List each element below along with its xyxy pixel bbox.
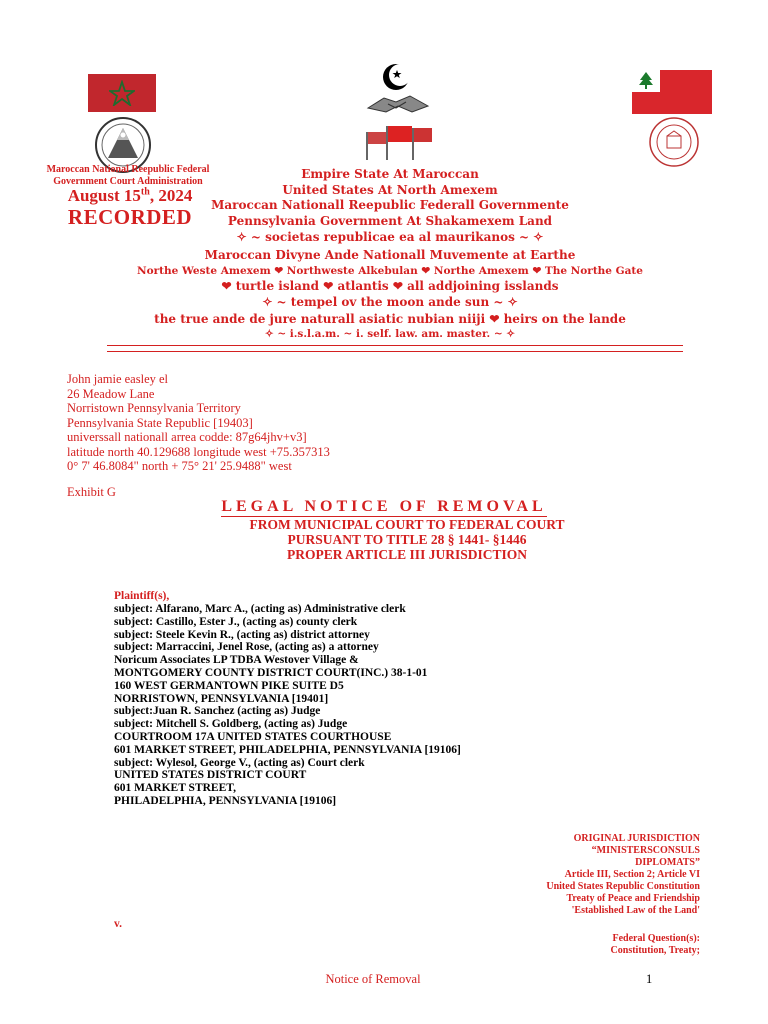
federal-question-line: Constitution, Treaty; — [610, 945, 700, 956]
address-line: 0° 7' 46.8084" north + 75° 21' 25.9488" west — [67, 459, 292, 473]
plaintiff-line: 601 MARKET STREET, — [114, 782, 236, 795]
plaintiff-line: UNITED STATES DISTRICT COURT — [114, 769, 307, 782]
address-line: Pennsylvania State Republic [19403] — [67, 415, 253, 430]
header-line: Northe Weste Amexem ❤ Northweste Alkebulan ❤ Northe Amexem ❤ The Northe Gate — [137, 265, 643, 277]
header-line: Maroccan Divyne Ande Nationall Muvemente at Earthe — [204, 248, 576, 262]
page-number: 1 — [646, 972, 653, 986]
plaintiff-line: 160 WEST GERMANTOWN PIKE SUITE D5 — [114, 679, 344, 692]
address-line: latitude north 40.129688 longitude west +75.357313 — [67, 444, 330, 459]
header-line: ✧ ~ i.s.l.a.m. ~ i. self. law. am. master. ~ ✧ — [264, 328, 516, 340]
document-subtitle: PURSUANT TO TITLE 28 § 1441- §1446 — [287, 532, 527, 547]
exhibit-label: Exhibit G — [67, 485, 116, 499]
plaintiff-line: Noricum Associates LP TDBA Westover Village & — [114, 654, 359, 667]
recorded-stamp: RECORDED — [67, 205, 193, 229]
jurisdiction-line: “MINISTERSCONSULS — [591, 845, 700, 856]
federal-question-block — [611, 933, 700, 957]
plaintiff-line: NORRISTOWN, PENNSYLVANIA [19401] — [114, 692, 329, 705]
court-admin-label: Maroccan National Reepublic Federal Government Court Administration — [46, 164, 210, 187]
divider-rule — [107, 351, 683, 352]
footer-label: Notice of Removal — [325, 972, 421, 986]
document-subtitle: PROPER ARTICLE III JURISDICTION — [287, 547, 527, 562]
header-line: Maroccan Nationall Reepublic Federall Governmente — [211, 198, 569, 212]
plaintiff-line: subject:Juan R. Sanchez (acting as) Judge — [114, 705, 321, 718]
court-seal-icon — [648, 116, 700, 168]
jurisdiction-block — [546, 833, 700, 917]
jurisdiction-line: 'Established Law of the Land' — [571, 905, 700, 916]
header-line: the true ande de jure naturall asiatic nubian niiji ❤ heirs on the lande — [154, 312, 626, 326]
header-line: ✧ ~ tempel ov the moon ande sun ~ ✧ — [262, 295, 518, 309]
header-line: United States At North Amexem — [282, 183, 498, 197]
federal-question-line: Federal Question(s): — [612, 933, 700, 944]
address-block — [67, 372, 330, 474]
plaintiff-line: COURTROOM 17A UNITED STATES COURTHOUSE — [114, 730, 392, 743]
plaintiff-line: subject: Steele Kevin R., (acting as) district attorney — [114, 628, 370, 641]
plaintiff-line: subject: Marraccini, Jenel Rose, (acting as) a attorney — [114, 641, 379, 654]
header-line: Pennsylvania Government At Shakamexem Land — [227, 214, 553, 228]
jurisdiction-line: Treaty of Peace and Friendship — [566, 893, 700, 904]
plaintiffs-heading: Plaintiff(s), — [114, 590, 170, 602]
jurisdiction-line: United States Republic Constitution — [546, 881, 700, 892]
plaintiff-line: subject: Mitchell S. Goldberg, (acting as) Judge — [114, 718, 348, 731]
plaintiff-line: PHILADELPHIA, PENNSYLVANIA [19106] — [114, 794, 337, 807]
divider-rule — [107, 345, 683, 346]
moroccan-flag-image — [88, 74, 156, 112]
flags-on-poles-icon — [366, 120, 434, 165]
header-line: ❤ turtle island ❤ atlantis ❤ all addjoining isslands — [221, 279, 559, 293]
plaintiffs-list — [114, 603, 461, 808]
plaintiff-line: subject: Alfarano, Marc A., (acting as) Administrative clerk — [114, 603, 406, 615]
document-subtitle: FROM MUNICIPAL COURT TO FEDERAL COURT — [249, 517, 565, 532]
jurisdiction-line: DIPLOMATS” — [635, 857, 700, 868]
address-line: universsall nationall arrea codde: 87g64jhv+v3] — [67, 430, 307, 444]
jurisdiction-line: Article III, Section 2; Article VI — [564, 869, 700, 880]
document-title: LEGAL NOTICE OF REMOVAL — [221, 498, 547, 515]
address-line: Norristown Pennsylvania Territory — [67, 401, 241, 415]
plaintiff-line: subject: Wylesol, George V., (acting as) Court clerk — [114, 756, 365, 769]
recorded-date: August 15th, 2024 — [67, 186, 193, 205]
header-line: Empire State At Maroccan — [301, 167, 479, 181]
plaintiff-line: 601 MARKET STREET, PHILADELPHIA, PENNSYLVANIA [19106] — [114, 743, 461, 756]
header-line: ✧ ~ societas republicae ea al maurikanos ~ ✧ — [236, 230, 544, 244]
pine-tree-flag-image — [632, 70, 712, 114]
address-line: 26 Meadow Lane — [67, 386, 155, 401]
versus-label: v. — [114, 918, 122, 930]
handshake-icon — [366, 92, 430, 119]
address-line: John jamie easley el — [67, 372, 169, 386]
plaintiff-line: MONTGOMERY COUNTY DISTRICT COURT(INC.) 38-1-01 — [114, 666, 428, 679]
plaintiff-line: subject: Castillo, Ester J., (acting as) county clerk — [114, 615, 358, 628]
jurisdiction-line: ORIGINAL JURISDICTION — [573, 833, 700, 844]
